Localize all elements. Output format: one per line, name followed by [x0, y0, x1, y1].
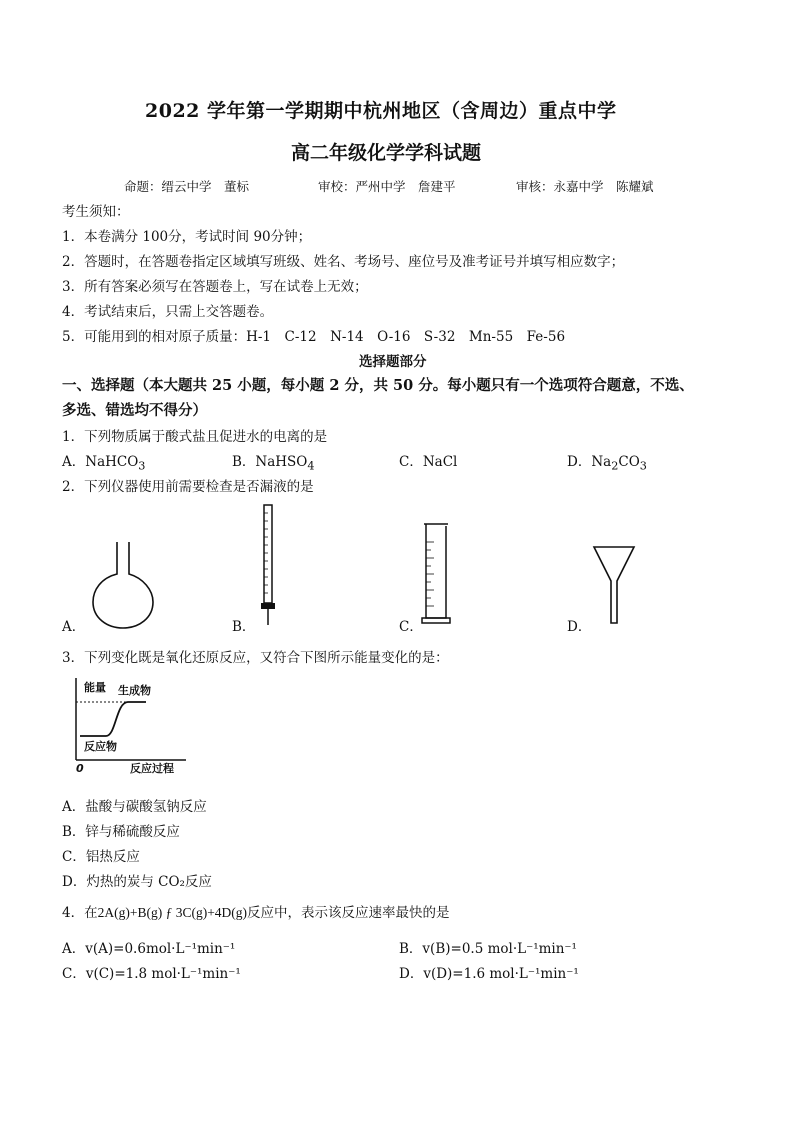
- product-label: 生成物: [118, 684, 151, 697]
- q2-label-d: D．: [567, 619, 592, 635]
- q3-option-c: C．铝热反应: [62, 849, 140, 865]
- question-1-stem: 1．下列物质属于酸式盐且促进水的电离的是: [62, 429, 328, 445]
- origin-label: 0: [76, 762, 84, 775]
- notice-item: 1．本卷满分 100分，考试时间 90分钟；: [62, 229, 312, 245]
- notice-item: 2．答题时，在答题卷指定区域填写班级、姓名、考场号、座位号及准考证号并填写相应数字；: [62, 254, 625, 270]
- q3-option-b: B．锌与稀硫酸反应: [62, 824, 180, 840]
- exam-title: 2022 学年第一学期期中杭州地区（含周边）重点中学: [145, 100, 617, 122]
- section-heading-line2: 多选、错选均不得分）: [62, 402, 207, 419]
- question-2-stem: 2．下列仪器使用前需要检查是否漏液的是: [62, 479, 314, 495]
- round-bottom-flask-icon: [85, 540, 165, 630]
- q4-option-b: B．v(B)=0.5 mol·L⁻¹min⁻¹: [399, 941, 577, 957]
- q4-option-d: D．v(D)=1.6 mol·L⁻¹min⁻¹: [399, 966, 579, 982]
- question-3-stem: 3．下列变化既是氧化还原反应，又符合下图所示能量变化的是：: [62, 650, 449, 666]
- notice-item: 4．考试结束后，只需上交答题卷。: [62, 304, 274, 320]
- x-axis-label: 反应过程: [130, 762, 174, 775]
- graduated-cylinder-icon: [420, 522, 452, 626]
- question-4-stem: 4．在2A(g)+B(g) ƒ 3C(g)+4D(g)反应中，表示该反应速率最快的是: [62, 905, 450, 921]
- section-heading-line1: 一、选择题（本大题共 25 小题，每小题 2 分，共 50 分。每小题只有一个选项符合题意，不选、: [62, 377, 694, 394]
- y-axis-label: 能量: [84, 681, 106, 694]
- q4-option-c: C．v(C)=1.8 mol·L⁻¹min⁻¹: [62, 966, 241, 982]
- burette-icon: [254, 503, 284, 629]
- q2-label-b: B．: [232, 619, 256, 635]
- q1-option-c: C．NaCl: [399, 454, 458, 470]
- q3-option-d: D．灼热的炭与 CO₂反应: [62, 874, 212, 890]
- q4-option-a: A．v(A)=0.6mol·L⁻¹min⁻¹: [62, 941, 236, 957]
- q2-label-a: A．: [62, 619, 86, 635]
- q3-option-a: A．盐酸与碳酸氢钠反应: [62, 799, 207, 815]
- credit-author: 命题：缙云中学 董标: [124, 179, 250, 194]
- exam-subtitle: 高二年级化学学科试题: [291, 142, 482, 164]
- energy-diagram: [62, 672, 192, 778]
- q2-label-c: C．: [399, 619, 423, 635]
- notice-heading: 考生须知：: [62, 204, 130, 220]
- funnel-icon: [592, 545, 636, 625]
- reactant-label: 反应物: [84, 740, 117, 753]
- q1-option-a: A．NaHCO$_3$: [62, 454, 146, 473]
- part-title: 选择题部分: [359, 354, 427, 370]
- credit-reviewer: 审校：严州中学 詹建平: [318, 179, 456, 194]
- notice-item: 3．所有答案必须写在答题卷上，写在试卷上无效；: [62, 279, 368, 295]
- credit-auditor: 审核：永嘉中学 陈耀斌: [516, 179, 654, 194]
- q1-option-b: B．NaHSO$_4$: [232, 454, 315, 473]
- notice-item: 5．可能用到的相对原子质量：H-1 C-12 N-14 O-16 S-32 Mn-55 Fe-56: [62, 329, 566, 345]
- q1-option-d: D．$Na_2CO_3$: [567, 454, 647, 473]
